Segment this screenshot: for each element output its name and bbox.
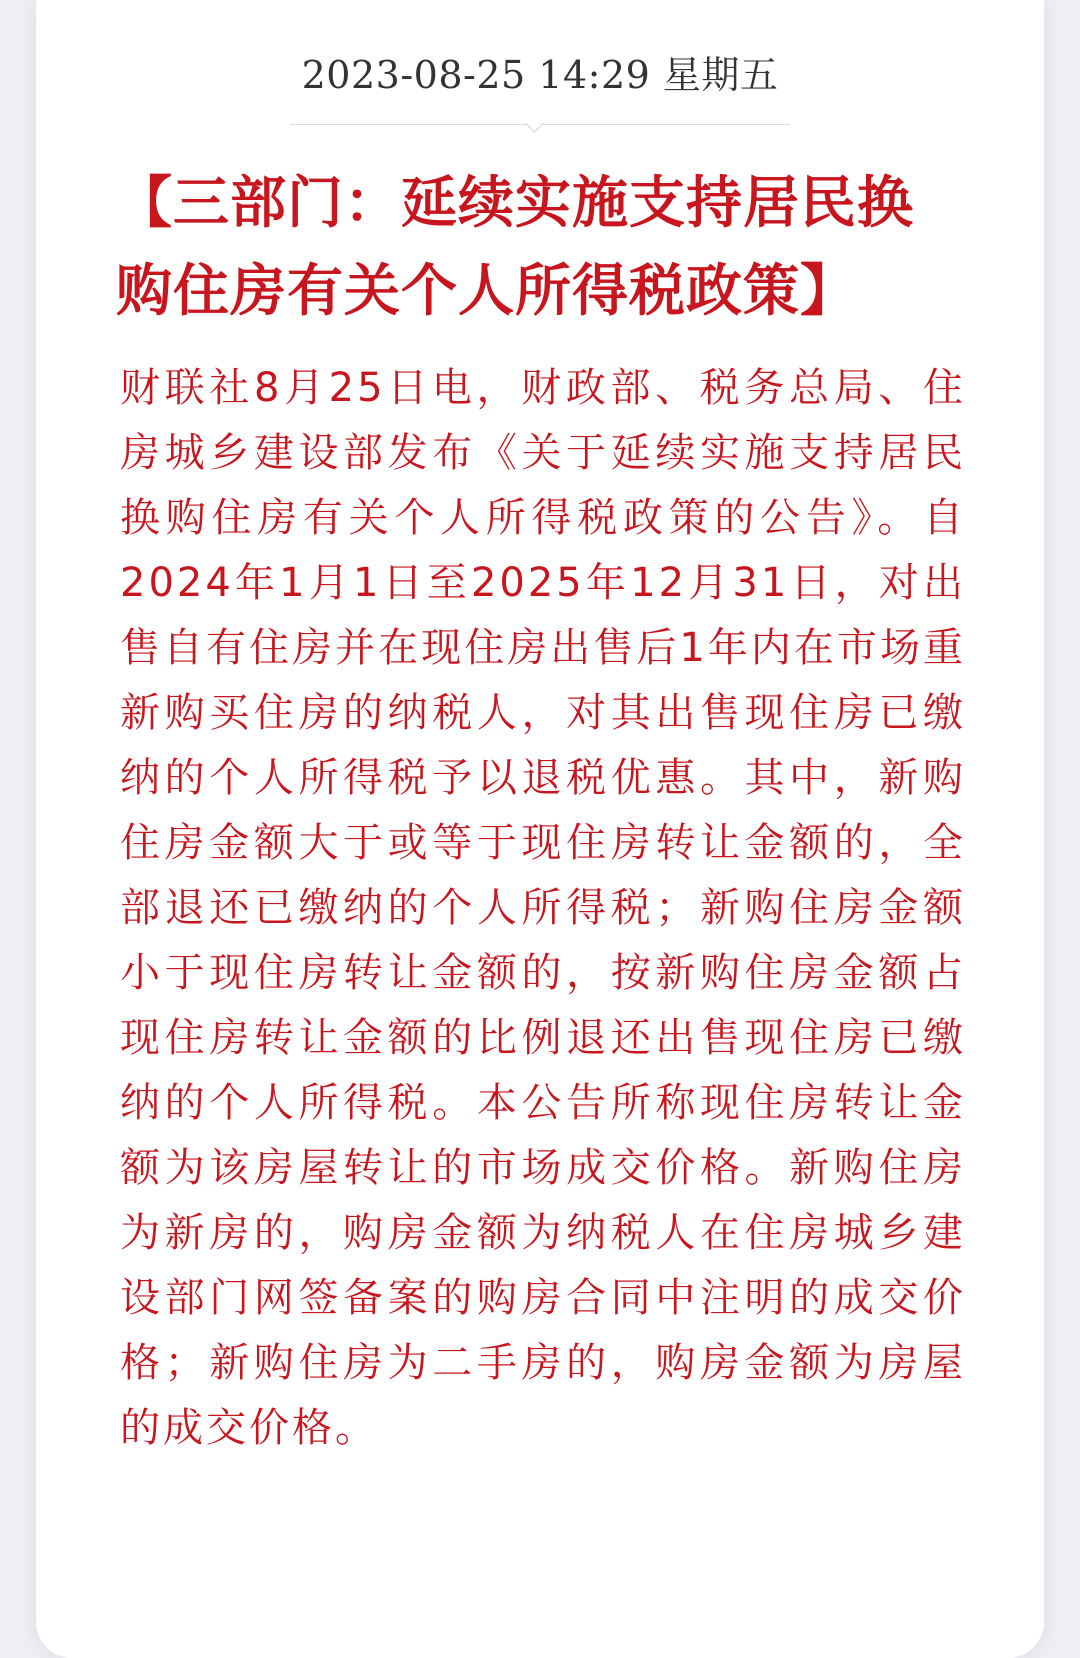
article-body: 财联社8月25日电，财政部、税务总局、住房城乡建设部发布《关于延续实施支持居民换购住房有关个人所得税政策的公告》。自2024年1月1日至2025年12月31日，对出售自有住房并在现住房出售后1年内在市场重新购买住房的纳税人，对其出售现住房已缴纳的个人所得税予以退税优惠。其中，新购住房金额大于或等于现住房转让金额的，全部退还已缴纳的个人所得税；新购住房金额小于现住房转让金额的，按新购住房金额占现住房转让金额的比例退还出售现住房已缴纳的个人所得税。本公告所称现住房转让金额为该房屋转让的市场成交价格。新购住房为新房的，购房金额为纳税人在住房城乡建设部门网签备案的购房合同中注明的成交价格；新购住房为二手房的，购房金额为房屋的成交价格。 <box>120 365 966 1451</box>
publish-datetime: 2023-08-25 14:29 星期五 <box>301 53 779 97</box>
article-headline: 【三部门：延续实施支持居民换购住房有关个人所得税政策】 <box>116 171 914 324</box>
divider-notch <box>525 114 543 132</box>
article-card <box>36 0 1044 1658</box>
